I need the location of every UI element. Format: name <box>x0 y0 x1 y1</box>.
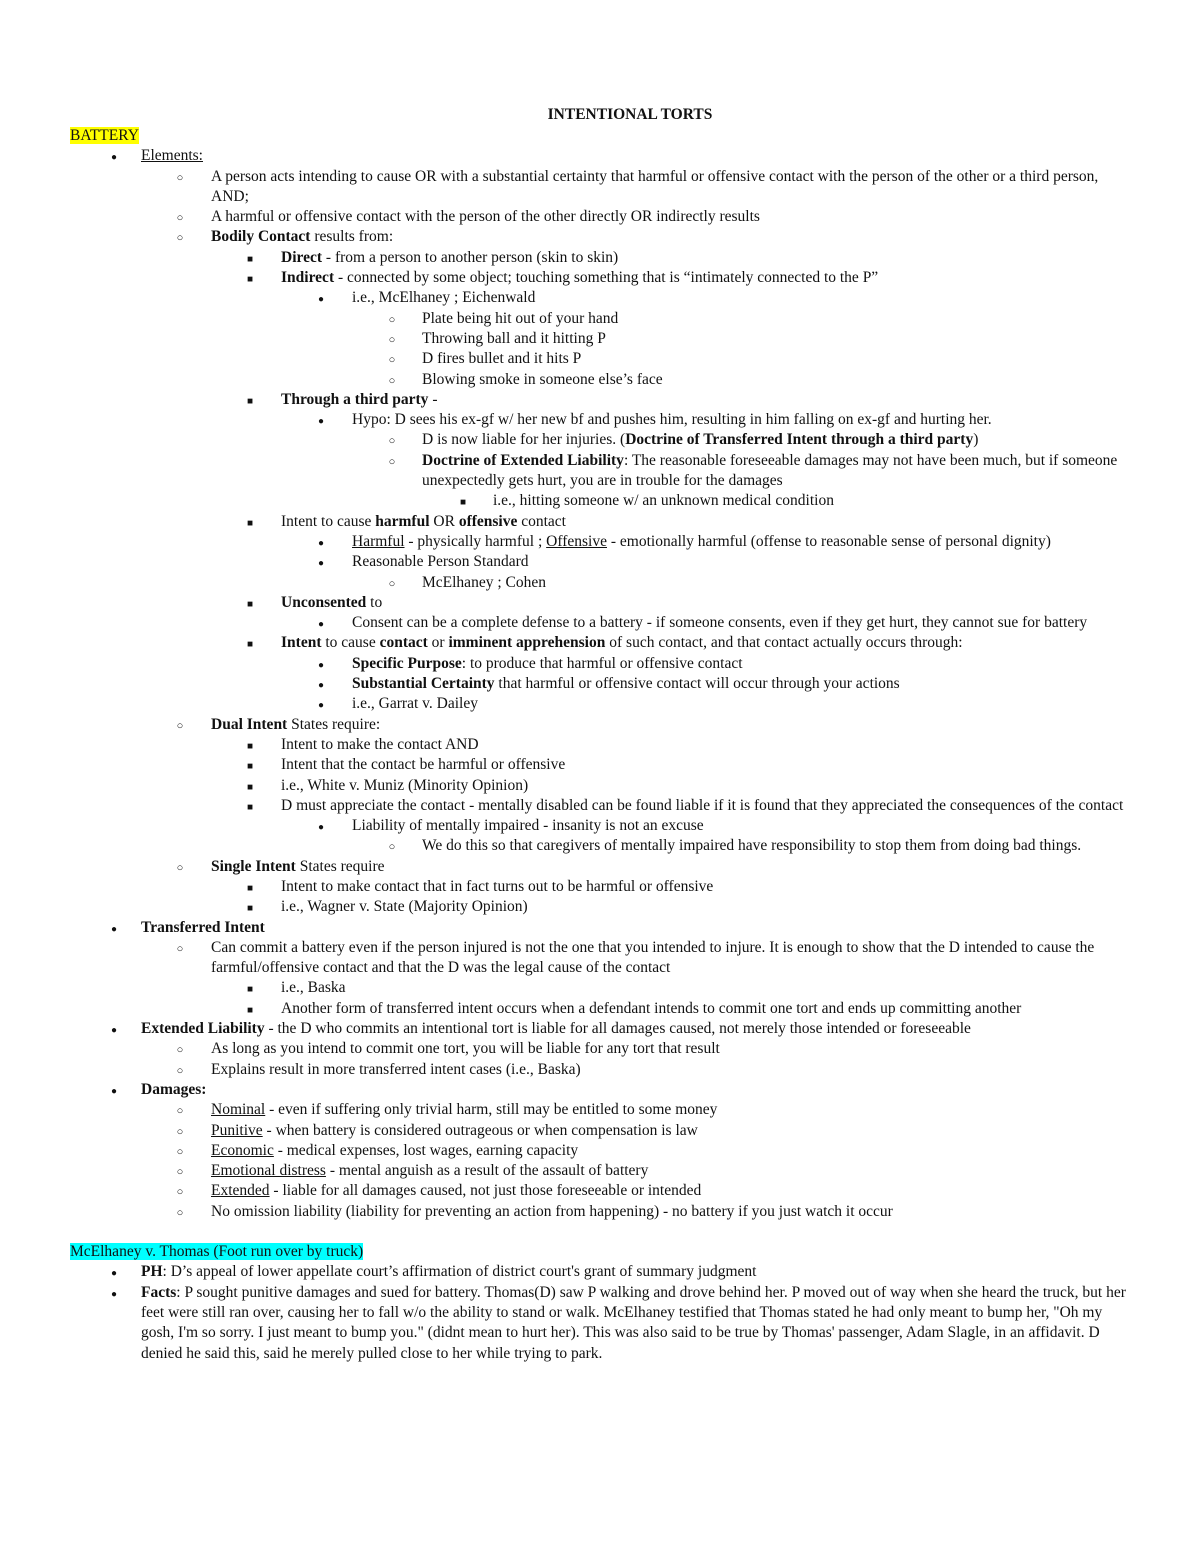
bullet-disc-icon <box>107 1019 121 1041</box>
list-item <box>70 633 1130 653</box>
list-item <box>70 410 1130 430</box>
list-item <box>70 735 1130 755</box>
intent2-a: to cause <box>321 634 380 652</box>
list-item <box>70 796 1130 816</box>
element-2-text: A harmful or offensive contact with the person of the other directly OR indirectly results <box>211 208 760 226</box>
direct-label: Direct <box>281 248 323 266</box>
elements-label: Elements: <box>141 147 203 165</box>
offensive-bold: offensive <box>458 512 518 530</box>
bullet-square-icon <box>243 796 257 818</box>
punitive-text: - when battery is considered outrageous or when compensation is law <box>262 1121 698 1139</box>
single-2-text: i.e., Wagner v. State (Majority Opinion) <box>281 898 528 916</box>
list-item <box>70 390 1130 410</box>
economic-text: - medical expenses, lost wages, earning capacity <box>273 1141 579 1159</box>
element-1-text: A person acts intending to cause OR with a substantial certainty that harmful or offensive contact with the person of the other or a third person, AND; <box>211 167 1099 205</box>
list-item <box>70 1060 1130 1080</box>
intent2-d: of such contact, and that contact actually occurs through: <box>605 634 963 652</box>
bullet-circle-icon <box>385 370 399 391</box>
liable-text: D is now liable for her injuries. ( <box>422 431 626 449</box>
specific-purpose-text: : to produce that harmful or offensive contact <box>461 654 743 672</box>
list-item <box>70 776 1130 796</box>
list-item <box>70 715 1130 735</box>
dual-5-text: Liability of mentally impaired - insanity is not an excuse <box>352 817 704 835</box>
bullet-circle-icon <box>173 857 187 878</box>
transferred-2-text: i.e., Baska <box>281 979 346 997</box>
list-item <box>70 613 1130 633</box>
list-item <box>70 694 1130 714</box>
bullet-circle-icon <box>385 836 399 857</box>
bullet-disc-icon <box>314 410 328 432</box>
bullet-circle-icon <box>385 573 399 594</box>
list-item <box>70 532 1130 552</box>
bullet-circle-icon <box>173 938 187 959</box>
single-intent-text: States require <box>295 857 385 875</box>
list-item <box>70 938 1130 979</box>
single-intent-label: Single Intent <box>211 857 296 875</box>
list-item <box>70 370 1130 390</box>
bullet-circle-icon <box>385 329 399 350</box>
bullet-circle-icon <box>173 207 187 228</box>
bullet-disc-icon <box>314 552 328 574</box>
bullet-circle-icon <box>385 309 399 330</box>
extended-liability-doctrine: Doctrine of Extended Liability <box>422 451 624 469</box>
list-item <box>70 836 1130 856</box>
offensive-underline: Offensive <box>546 532 607 550</box>
offensive-text: - emotionally harmful (offense to reasonable sense of personal dignity) <box>606 532 1051 550</box>
list-item <box>70 573 1130 593</box>
list-item <box>70 877 1130 897</box>
list-item <box>70 816 1130 836</box>
list-item <box>70 207 1130 227</box>
list-item <box>70 1202 1130 1222</box>
bullet-circle-icon <box>173 227 187 248</box>
page-title: INTENTIONAL TORTS <box>547 106 713 123</box>
list-item <box>70 1100 1130 1120</box>
bullet-disc-icon <box>314 816 328 838</box>
bullet-square-icon <box>243 248 257 270</box>
battery-heading-text: BATTERY <box>70 127 139 144</box>
bullet-square-icon <box>243 897 257 919</box>
bullet-disc-icon <box>314 674 328 696</box>
list-item <box>70 654 1130 674</box>
nominal-label: Nominal <box>211 1101 266 1119</box>
facts-label: Facts <box>141 1283 177 1301</box>
list-item <box>70 1039 1130 1059</box>
bullet-square-icon <box>243 735 257 757</box>
list-item <box>70 1161 1130 1181</box>
bullet-circle-icon <box>173 1060 187 1081</box>
list-item <box>70 512 1130 532</box>
extended-damages-label: Extended <box>211 1182 270 1200</box>
extended-2-text: Explains result in more transferred intent cases (i.e., Baska) <box>211 1060 581 1078</box>
substantial-certainty-text: that harmful or offensive contact will occur through your actions <box>494 675 900 693</box>
ph-label: PH <box>141 1263 163 1281</box>
bullet-circle-icon <box>385 349 399 370</box>
list-item <box>70 248 1130 268</box>
document-page <box>70 104 1130 1364</box>
bodily-contact-text: results from: <box>310 228 394 246</box>
substantial-certainty-label: Substantial Certainty <box>352 675 495 693</box>
list-item <box>70 552 1130 572</box>
bullet-square-icon <box>243 390 257 412</box>
intent2-c: or <box>427 634 449 652</box>
dual-intent-text: States require: <box>287 715 381 733</box>
list-item <box>70 674 1130 694</box>
bullet-square-icon <box>243 268 257 290</box>
transferred-intent-label: Transferred Intent <box>141 918 265 936</box>
bullet-square-icon <box>456 491 470 513</box>
rps-cases-text: McElhaney ; Cohen <box>422 573 546 591</box>
list-item <box>70 978 1130 998</box>
dual-3-text: i.e., White v. Muniz (Minority Opinion) <box>281 776 529 794</box>
bullet-square-icon <box>243 776 257 798</box>
list-item <box>70 349 1130 369</box>
intent-contact: contact <box>517 512 566 530</box>
bullet-circle-icon <box>173 1039 187 1060</box>
single-1-text: Intent to make contact that in fact turns out to be harmful or offensive <box>281 877 714 895</box>
intent-bold: Intent <box>281 634 322 652</box>
bullet-circle-icon <box>173 167 187 188</box>
list-item <box>70 329 1130 349</box>
ie-cases-text: i.e., McElhaney ; Eichenwald <box>352 289 536 307</box>
omission-text: No omission liability (liability for preventing an action from happening) - no battery if you just watch it occur <box>211 1202 893 1220</box>
list-item <box>70 593 1130 613</box>
bullet-circle-icon <box>385 430 399 451</box>
list-item <box>70 1080 1130 1100</box>
emotional-label: Emotional distress <box>211 1162 326 1180</box>
list-item <box>70 451 1130 492</box>
harmful-underline: Harmful <box>352 532 405 550</box>
bullet-circle-icon <box>173 1121 187 1142</box>
garrat-text: i.e., Garrat v. Dailey <box>352 695 478 713</box>
bullet-disc-icon <box>107 1283 121 1305</box>
bullet-circle-icon <box>173 715 187 736</box>
unconsented-text: to <box>366 593 383 611</box>
list-item <box>70 999 1130 1019</box>
transferred-1-text: Can commit a battery even if the person injured is not the one that you intended to injure. It is enough to show that the D intended to cause the farmful/offensive contact and that the D was the legal cause of the contact <box>211 938 1095 977</box>
list-item <box>70 309 1130 329</box>
liable-end: ) <box>973 431 979 449</box>
bullet-disc-icon <box>107 1262 121 1284</box>
bullet-disc-icon <box>107 146 121 168</box>
bullet-disc-icon <box>314 288 328 310</box>
bullet-disc-icon <box>314 532 328 554</box>
transferred-3-text: Another form of transferred intent occurs when a defendant intends to commit one tort and ends up committing another <box>281 999 1022 1017</box>
third-party-text: - <box>428 390 438 408</box>
bullet-square-icon <box>243 512 257 534</box>
extended-damages-text: - liable for all damages caused, not just those foreseeable or intended <box>269 1182 702 1200</box>
ph-text: : D’s appeal of lower appellate court’s affirmation of district court's grant of summary judgment <box>162 1263 757 1281</box>
bullet-square-icon <box>243 593 257 615</box>
bodily-contact-label: Bodily Contact <box>211 228 311 246</box>
case-heading <box>70 1242 1130 1262</box>
bullet-circle-icon <box>173 1141 187 1162</box>
list-item <box>70 1181 1130 1201</box>
list-item <box>70 918 1130 938</box>
list-item <box>70 755 1130 775</box>
indirect-label: Indirect <box>281 269 335 287</box>
damages-label: Damages: <box>141 1080 207 1098</box>
economic-label: Economic <box>211 1141 274 1159</box>
unconsented-label: Unconsented <box>281 593 367 611</box>
emotional-text: - mental anguish as a result of the assault of battery <box>325 1162 649 1180</box>
bullet-circle-icon <box>173 1202 187 1223</box>
transferred-intent-doctrine: Doctrine of Transferred Intent through a third party <box>625 431 974 449</box>
consent-text: Consent can be a complete defense to a battery - if someone consents, even if they get hurt, they cannot sue for battery <box>352 614 1088 632</box>
case-heading-text: McElhaney v. Thomas (Foot run over by truck) <box>70 1243 364 1261</box>
bullet-circle-icon <box>173 1181 187 1202</box>
list-item-elements <box>70 146 1130 166</box>
facts-text: : P sought punitive damages and sued for battery. Thomas(D) saw P walking and drove behind her. P moved out of way when she heard the truck, but her feet were still ran over, causing her to fall w/o the ability to stand or walk. McElhaney testified that Thomas stated he had only meant to bump her, "Oh my gosh, I'm so sorry. I just meant to bump you." (didnt mean to hurt her). This was also said to be true by Thomas' passenger, Adam Slagle, in an affidavit. D denied he said this, said he merely pulled close to her while trying to park. <box>141 1283 1126 1362</box>
bullet-square-icon <box>243 755 257 777</box>
list-item <box>70 897 1130 917</box>
dual-4-text: D must appreciate the contact - mentally disabled can be found liable if it is found that they appreciated the consequences of the contact <box>281 796 1124 814</box>
nominal-text: - even if suffering only trivial harm, still may be entitled to some money <box>265 1101 718 1119</box>
list-item <box>70 288 1130 308</box>
spacer <box>70 1222 1130 1242</box>
example-1-text: Plate being hit out of your hand <box>422 309 619 327</box>
contact-bold: contact <box>379 634 428 652</box>
indirect-text: - connected by some object; touching something that is “intimately connected to the P” <box>334 269 879 287</box>
bullet-square-icon <box>243 633 257 655</box>
apprehension-bold: imminent apprehension <box>448 634 606 652</box>
bullet-disc-icon <box>107 1080 121 1102</box>
example-4-text: Blowing smoke in someone else’s face <box>422 370 663 388</box>
list-item <box>70 1262 1130 1282</box>
harmful-bold: harmful <box>375 512 430 530</box>
bullet-disc-icon <box>314 694 328 716</box>
bullet-square-icon <box>243 877 257 899</box>
harmful-text: - physically harmful ; <box>404 532 547 550</box>
list-item <box>70 268 1130 288</box>
list-item <box>70 857 1130 877</box>
direct-text: - from a person to another person (skin to skin) <box>322 248 619 266</box>
bullet-circle-icon <box>173 1100 187 1121</box>
bullet-square-icon <box>243 978 257 1000</box>
list-item <box>70 430 1130 450</box>
third-party-label: Through a third party <box>281 390 429 408</box>
battery-heading <box>70 126 1130 146</box>
example-2-text: Throwing ball and it hitting P <box>422 329 606 347</box>
punitive-label: Punitive <box>211 1121 263 1139</box>
specific-purpose-label: Specific Purpose <box>352 654 462 672</box>
bullet-disc-icon <box>314 654 328 676</box>
extended-liability-text: : The reasonable foreseeable damages may not have been much, but if someone unexpectedly gets hurt, you are in trouble for the damages <box>422 451 1118 490</box>
extended-1-text: As long as you intend to commit one tort, you will be liable for any tort that result <box>211 1040 720 1058</box>
intent-text: Intent to cause <box>281 512 376 530</box>
extended-liability-desc: - the D who commits an intentional tort is liable for all damages caused, not merely those intended or foreseeable <box>264 1020 971 1038</box>
list-item <box>70 1141 1130 1161</box>
example-3-text: D fires bullet and it hits P <box>422 350 582 368</box>
bullet-circle-icon <box>385 451 399 472</box>
list-item <box>70 1019 1130 1039</box>
list-item <box>70 167 1130 208</box>
list-item <box>70 227 1130 247</box>
dual-6-text: We do this so that caregivers of mentally impaired have responsibility to stop them from doing bad things. <box>422 837 1082 855</box>
list-item <box>70 491 1130 511</box>
dual-intent-label: Dual Intent <box>211 715 288 733</box>
extended-liability-label: Extended Liability <box>141 1020 265 1038</box>
bullet-disc-icon <box>107 918 121 940</box>
bullet-disc-icon <box>314 613 328 635</box>
intent-or: OR <box>429 512 459 530</box>
bullet-circle-icon <box>173 1161 187 1182</box>
list-item <box>70 1283 1130 1364</box>
hypo-text: Hypo: D sees his ex-gf w/ her new bf and pushes him, resulting in him falling on ex-gf and hurting her. <box>352 411 992 429</box>
dual-2-text: Intent that the contact be harmful or offensive <box>281 756 566 774</box>
list-item <box>70 1121 1130 1141</box>
rps-text: Reasonable Person Standard <box>352 553 529 571</box>
dual-1-text: Intent to make the contact AND <box>281 735 479 753</box>
bullet-square-icon <box>243 999 257 1021</box>
extended-ie-text: i.e., hitting someone w/ an unknown medical condition <box>493 492 834 510</box>
